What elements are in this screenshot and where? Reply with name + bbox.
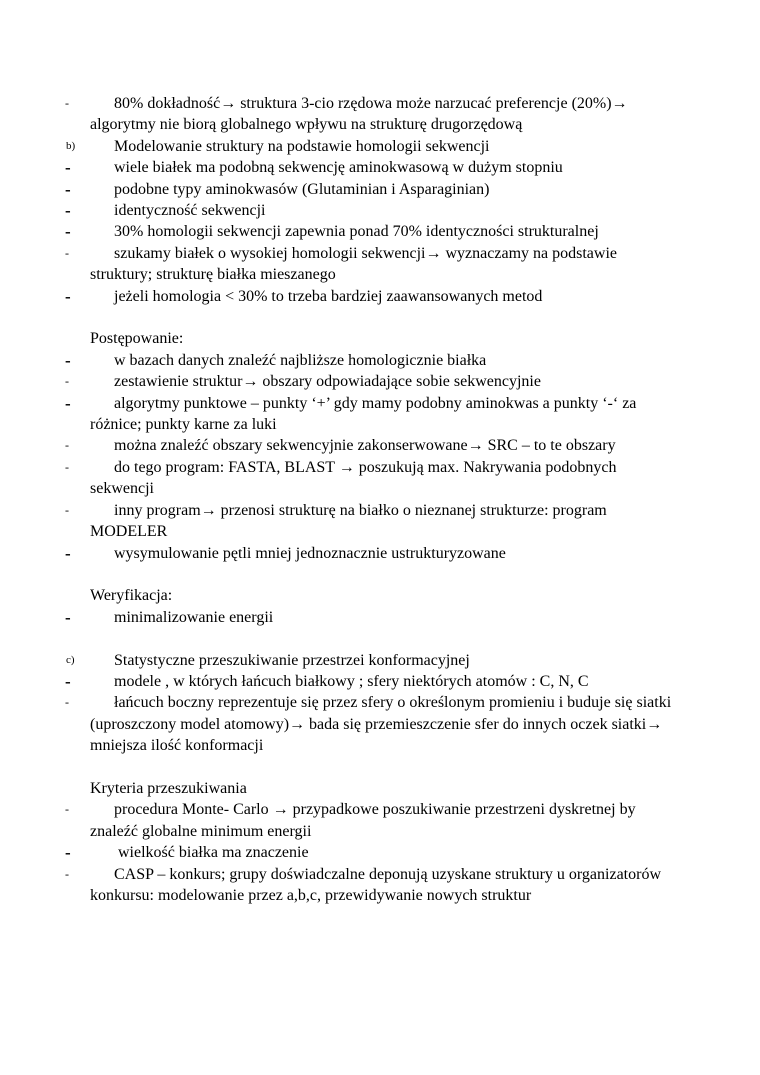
list-item bbox=[0, 671, 760, 692]
list-item-text: inny program→ przenosi strukturę na białko o nieznanej strukturze: program MODELER bbox=[90, 501, 607, 541]
section-heading-c bbox=[0, 650, 760, 671]
subheading-postepowanie bbox=[0, 328, 760, 349]
bullet-marker: - bbox=[65, 158, 71, 178]
bullet-marker: - bbox=[65, 866, 69, 881]
list-item bbox=[0, 200, 760, 221]
list-item bbox=[0, 864, 760, 907]
list-item-text: wielkość białka ma znaczenie bbox=[118, 844, 309, 862]
bullet-marker: - bbox=[65, 374, 69, 389]
list-item bbox=[0, 243, 760, 286]
subheading-text: Postępowanie: bbox=[90, 330, 184, 348]
bullet-marker: - bbox=[65, 222, 71, 242]
document-page bbox=[0, 93, 760, 906]
list-item-text: wiele białek ma podobną sekwencję aminokwasową w dużym stopniu bbox=[114, 159, 563, 177]
section-heading-text: Modelowanie struktury na podstawie homologii sekwencji bbox=[114, 137, 490, 155]
list-item bbox=[0, 435, 760, 456]
subheading-text: Kryteria przeszukiwania bbox=[90, 779, 247, 797]
list-item-text: algorytmy punktowe – punkty ‘+’ gdy mamy podobny aminokwas a punkty ‘-‘ za różnice; punkty karne za luki bbox=[90, 394, 637, 434]
list-item bbox=[0, 500, 760, 543]
list-item-text: procedura Monte- Carlo → przypadkowe poszukiwanie przestrzeni dyskretnej by znaleźć globalne minimum energii bbox=[90, 801, 636, 840]
section-marker: b) bbox=[66, 139, 76, 152]
list-item-text: podobne typy aminokwasów (Glutaminian i Asparaginian) bbox=[114, 180, 490, 198]
subheading-text: Weryfikacja: bbox=[90, 587, 173, 605]
list-item bbox=[0, 157, 760, 178]
list-item-text: jeżeli homologia < 30% to trzeba bardziej zaawansowanych metod bbox=[114, 287, 543, 305]
list-item-text: można znaleźć obszary sekwencyjnie zakonserwowane→ SRC – to te obszary bbox=[114, 437, 616, 455]
bullet-marker: - bbox=[65, 543, 71, 563]
list-item bbox=[0, 221, 760, 242]
list-item-text: szukamy białek o wysokiej homologii sekwencji→ wyznaczamy na podstawie struktury; strukturę białka mieszanego bbox=[90, 244, 617, 284]
bullet-marker: - bbox=[65, 286, 71, 306]
list-item bbox=[0, 842, 760, 863]
section-marker: c) bbox=[66, 653, 75, 666]
bullet-marker: - bbox=[65, 393, 71, 413]
list-item bbox=[0, 543, 760, 564]
bullet-marker: - bbox=[65, 671, 71, 691]
bullet-marker: - bbox=[65, 245, 69, 260]
list-item-text: modele , w których łańcuch białkowy ; sfery niektórych atomów : C, N, C bbox=[114, 672, 589, 690]
list-item bbox=[0, 371, 760, 392]
paragraph-gap bbox=[0, 757, 760, 778]
section-heading-text: Statystyczne przeszukiwanie przestrzei konformacyjnej bbox=[114, 651, 470, 669]
paragraph-gap bbox=[0, 564, 760, 585]
bullet-marker: - bbox=[65, 459, 69, 474]
paragraph-gap bbox=[0, 307, 760, 328]
subheading-kryteria bbox=[0, 778, 760, 799]
subheading-weryfikacja bbox=[0, 585, 760, 606]
bullet-marker: - bbox=[65, 350, 71, 370]
list-item-text: minimalizowanie energii bbox=[114, 608, 274, 626]
section-heading-b bbox=[0, 136, 760, 157]
list-item bbox=[0, 607, 760, 628]
bullet-marker: - bbox=[65, 502, 69, 517]
bullet-marker: - bbox=[65, 179, 71, 199]
list-item bbox=[0, 393, 760, 436]
list-item-text: wysymulowanie pętli mniej jednoznacznie ustrukturyzowane bbox=[114, 544, 506, 562]
list-item bbox=[0, 799, 760, 842]
bullet-marker: - bbox=[65, 96, 69, 110]
bullet-marker: - bbox=[65, 802, 69, 817]
list-item bbox=[0, 179, 760, 200]
bullet-marker: - bbox=[65, 607, 71, 627]
list-item bbox=[0, 93, 760, 136]
list-item-text: 30% homologii sekwencji zapewnia ponad 70% identyczności strukturalnej bbox=[114, 223, 599, 241]
list-item bbox=[0, 692, 760, 756]
bullet-marker: - bbox=[65, 843, 71, 863]
paragraph-gap bbox=[0, 628, 760, 649]
list-item bbox=[0, 286, 760, 307]
list-item-text: 80% dokładność→ struktura 3-cio rzędowa może narzucać preferencje (20%)→ algorytmy nie biorą globalnego wpływu na strukturę drugorzędową bbox=[90, 95, 628, 134]
bullet-marker: - bbox=[65, 438, 69, 453]
list-item bbox=[0, 350, 760, 371]
list-item-text: do tego program: FASTA, BLAST → poszukują max. Nakrywania podobnych sekwencji bbox=[90, 458, 617, 498]
list-item-text: łańcuch boczny reprezentuje się przez sfery o określonym promieniu i buduje się siatki (uproszczony model atomowy)→ bada się przemieszczenie sfer do innych oczek siatki→ mniejsza ilość konformacji bbox=[90, 694, 672, 755]
list-item bbox=[0, 457, 760, 500]
list-item-text: CASP – konkurs; grupy doświadczalne deponują uzyskane struktury u organizatorów konkursu: modelowanie przez a,b,c, przewidywanie nowych struktur bbox=[90, 865, 662, 904]
bullet-marker: - bbox=[65, 695, 69, 710]
list-item-text: identyczność sekwencji bbox=[114, 202, 266, 220]
bullet-marker: - bbox=[65, 201, 71, 221]
list-item-text: w bazach danych znaleźć najbliższe homologicznie białka bbox=[114, 351, 487, 369]
list-item-text: zestawienie struktur→ obszary odpowiadające sobie sekwencyjnie bbox=[114, 373, 541, 391]
